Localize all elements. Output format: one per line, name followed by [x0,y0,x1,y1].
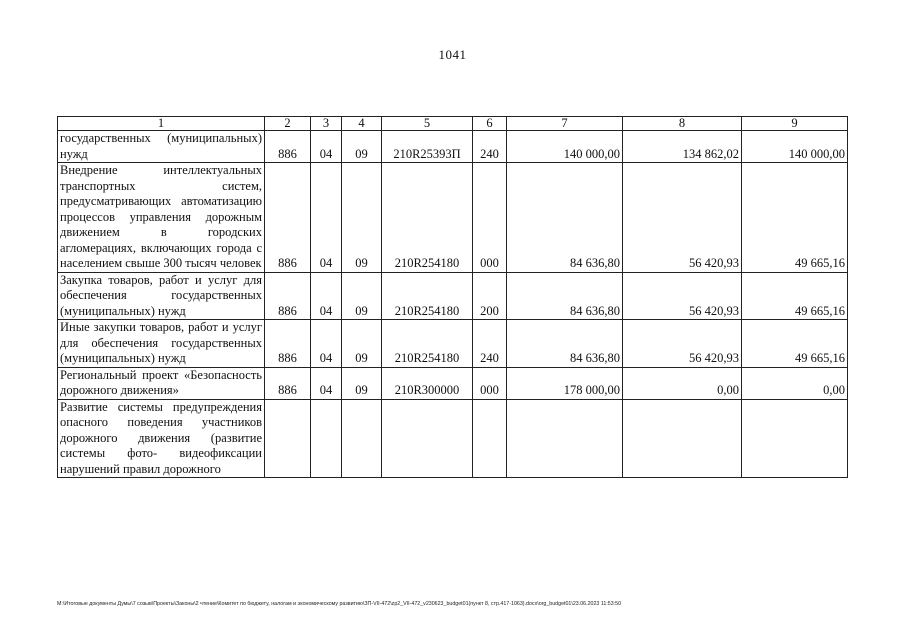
table-row [58,399,848,478]
cell-target-article: 210R254180 [382,320,473,368]
cell-target-article [382,399,473,478]
cell-target-article: 210R25393П [382,131,473,163]
row-description: Развитие системы предупреждения опасного поведения участников дорожного движения (развитие системы фото- видеофиксации нарушений правил дорожного [58,399,265,478]
cell-ministry-code: 886 [265,131,311,163]
column-header-3: 3 [311,117,342,131]
cell-section [311,399,342,478]
cell-target-article: 210R254180 [382,272,473,320]
table-row [58,272,848,320]
cell-amount-8: 56 420,93 [623,272,742,320]
cell-amount-8: 134 862,02 [623,131,742,163]
cell-target-article: 210R300000 [382,367,473,399]
cell-amount-9: 49 665,16 [742,163,848,273]
table-row [58,320,848,368]
column-header-1: 1 [58,117,265,131]
table-row [58,131,848,163]
cell-subsection: 09 [342,163,382,273]
cell-amount-8 [623,399,742,478]
row-description: государственных (муниципальных) нужд [58,131,265,163]
cell-section: 04 [311,163,342,273]
row-description: Региональный проект «Безопасность дорожного движения» [58,367,265,399]
cell-expense-type: 000 [473,163,507,273]
cell-section: 04 [311,272,342,320]
table-header-row [58,117,848,131]
cell-subsection: 09 [342,320,382,368]
cell-amount-9: 0,00 [742,367,848,399]
cell-ministry-code: 886 [265,163,311,273]
cell-subsection: 09 [342,272,382,320]
cell-amount-8: 56 420,93 [623,163,742,273]
cell-amount-9: 49 665,16 [742,272,848,320]
table-row [58,163,848,273]
cell-ministry-code [265,399,311,478]
row-description: Закупка товаров, работ и услуг для обеспечения государственных (муниципальных) нужд [58,272,265,320]
cell-amount-7: 140 000,00 [507,131,623,163]
cell-expense-type: 000 [473,367,507,399]
table-row [58,367,848,399]
cell-amount-9: 140 000,00 [742,131,848,163]
cell-section: 04 [311,320,342,368]
cell-amount-7: 84 636,80 [507,320,623,368]
cell-amount-7: 84 636,80 [507,163,623,273]
footer-file-path: М:\Итоговые документы Думы\7 созыв\Проекты\Законы\2 чтение\Комитет по бюджету, налогам и экономическому развитию\ЗП-VII-472\zp2_VII-472_v230623_budget01(пункт 8, стр.417-1063).docx\org_budget01\23.06.2023 11:53:50 [57,601,622,607]
cell-amount-7: 84 636,80 [507,272,623,320]
cell-expense-type: 200 [473,272,507,320]
column-header-5: 5 [382,117,473,131]
cell-ministry-code: 886 [265,367,311,399]
page-number: 1041 [438,47,467,62]
column-header-9: 9 [742,117,848,131]
cell-target-article: 210R254180 [382,163,473,273]
cell-subsection: 09 [342,367,382,399]
cell-amount-8: 0,00 [623,367,742,399]
column-header-2: 2 [265,117,311,131]
cell-amount-9 [742,399,848,478]
cell-amount-9: 49 665,16 [742,320,848,368]
cell-expense-type: 240 [473,320,507,368]
column-header-6: 6 [473,117,507,131]
column-header-4: 4 [342,117,382,131]
cell-amount-7: 178 000,00 [507,367,623,399]
cell-section: 04 [311,131,342,163]
cell-expense-type [473,399,507,478]
column-header-8: 8 [623,117,742,131]
cell-ministry-code: 886 [265,320,311,368]
cell-ministry-code: 886 [265,272,311,320]
cell-amount-8: 56 420,93 [623,320,742,368]
row-description: Иные закупки товаров, работ и услуг для обеспечения государственных (муниципальных) нужд [58,320,265,368]
column-header-7: 7 [507,117,623,131]
cell-expense-type: 240 [473,131,507,163]
cell-section: 04 [311,367,342,399]
cell-subsection: 09 [342,131,382,163]
row-description: Внедрение интеллектуальных транспортных систем, предусматривающих автоматизацию процессов управления дорожным движением в городских агломерациях, включающих города с населением свыше 300 тысяч человек [58,163,265,273]
cell-amount-7 [507,399,623,478]
cell-subsection [342,399,382,478]
budget-table [57,116,848,478]
